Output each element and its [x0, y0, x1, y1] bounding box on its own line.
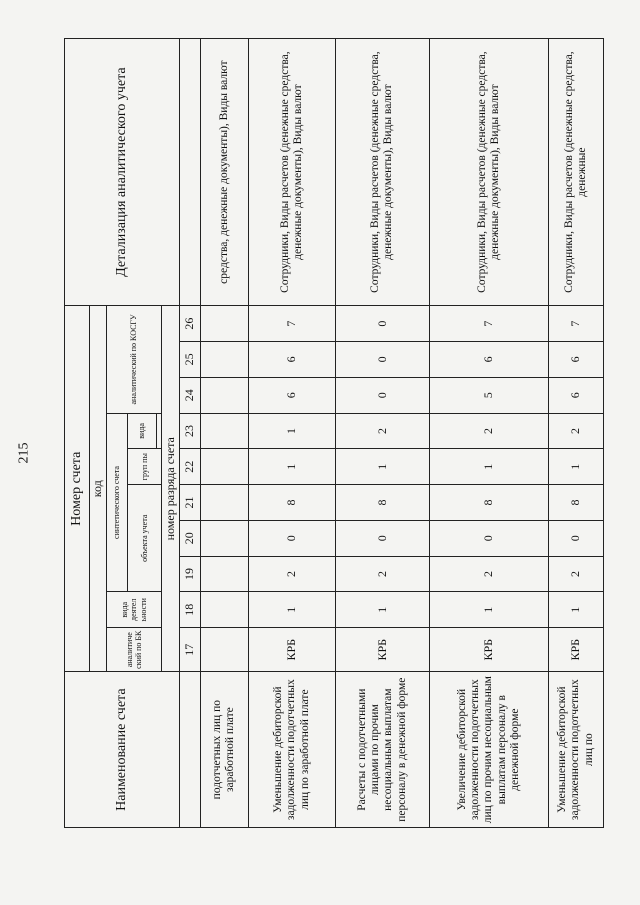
row-value: 0 — [429, 520, 548, 556]
row-value: 2 — [548, 556, 603, 592]
row-value: 1 — [249, 592, 336, 628]
row-value: 0 — [336, 306, 430, 342]
row-value — [200, 520, 248, 556]
accounts-table — [64, 38, 604, 828]
row-value: 8 — [336, 485, 430, 521]
row-value: 6 — [548, 377, 603, 413]
row-value: 6 — [548, 342, 603, 378]
row-detail: Сотрудники, Виды расчетов (денежные средства, денежные — [548, 39, 603, 306]
row-value: КРБ — [548, 628, 603, 672]
row-value: 2 — [548, 413, 603, 449]
table-row — [429, 39, 548, 828]
row-value: 1 — [548, 449, 603, 485]
row-value: 0 — [548, 520, 603, 556]
row-value — [200, 485, 248, 521]
row-value: 1 — [548, 592, 603, 628]
row-value: 6 — [249, 377, 336, 413]
row-detail: Сотрудники, Виды расчетов (денежные средства, денежные документы), Виды валют — [336, 39, 430, 306]
header-analytic-kosgu: аналитический по КОСГУ — [107, 306, 162, 413]
row-value: 1 — [429, 449, 548, 485]
table-row — [249, 39, 336, 828]
table-row — [336, 39, 430, 828]
row-value: 6 — [249, 342, 336, 378]
header-type: вида — [127, 413, 157, 449]
header-activity-type: вида деятел ьности — [107, 592, 162, 628]
row-value: 7 — [548, 306, 603, 342]
table-row — [548, 39, 603, 828]
row-detail: Сотрудники, Виды расчетов (денежные средства, денежные документы), Виды валют — [249, 39, 336, 306]
row-value: 5 — [429, 377, 548, 413]
row-value — [200, 556, 248, 592]
row-value — [200, 628, 248, 672]
page-number-text: 215 — [16, 442, 31, 463]
row-account-name: Увеличение дебиторской задолженности подотчетных лиц по прочим несоциальным выплатам персоналу в денежной форме — [429, 672, 548, 828]
row-value — [200, 377, 248, 413]
row-value — [200, 413, 248, 449]
digit-22: 22 — [180, 449, 201, 485]
row-account-name: подотчетных лиц по заработной плате — [200, 672, 248, 828]
header-digits-row — [180, 39, 201, 828]
header-account-object: объекта учета — [127, 485, 161, 592]
row-value: 2 — [336, 556, 430, 592]
digit-26: 26 — [180, 306, 201, 342]
row-value: 8 — [429, 485, 548, 521]
row-value: 2 — [429, 413, 548, 449]
row-value: 1 — [249, 449, 336, 485]
row-value: 8 — [548, 485, 603, 521]
row-value: 7 — [429, 306, 548, 342]
row-value: КРБ — [249, 628, 336, 672]
row-value — [200, 449, 248, 485]
header-group: груп пы — [127, 449, 161, 485]
table-row — [200, 39, 248, 828]
row-value: 8 — [249, 485, 336, 521]
row-account-name: Уменьшение дебиторской задолженности подотчетных лиц по заработной плате — [249, 672, 336, 828]
digit-19: 19 — [180, 556, 201, 592]
row-value: 1 — [336, 449, 430, 485]
row-value: 2 — [249, 556, 336, 592]
header-account-name: Наименование счета — [65, 672, 180, 828]
row-value: 1 — [429, 592, 548, 628]
row-value — [200, 306, 248, 342]
row-value: КРБ — [429, 628, 548, 672]
header-digit-spacer-left — [180, 672, 201, 828]
row-value: 2 — [336, 413, 430, 449]
row-value: 0 — [336, 377, 430, 413]
row-value: 1 — [249, 413, 336, 449]
digit-23: 23 — [180, 413, 201, 449]
row-value: 6 — [429, 342, 548, 378]
header-account-number: Номер счета — [65, 306, 90, 672]
row-value: 1 — [336, 592, 430, 628]
header-detail: Детализация аналитического учета — [65, 39, 180, 306]
rotated-table — [64, 38, 604, 828]
header-row-1 — [65, 39, 90, 828]
digit-17: 17 — [180, 628, 201, 672]
row-value: 7 — [249, 306, 336, 342]
row-value: 0 — [336, 520, 430, 556]
row-value: 0 — [249, 520, 336, 556]
digit-18: 18 — [180, 592, 201, 628]
row-value — [200, 592, 248, 628]
header-synthetic-account: синтетического счета — [107, 413, 128, 592]
rotated-table-container — [64, 38, 604, 828]
digit-20: 20 — [180, 520, 201, 556]
digit-21: 21 — [180, 485, 201, 521]
row-value: 2 — [429, 556, 548, 592]
page-number — [0, 0, 48, 905]
row-detail: средства, денежные документы), Виды валют — [200, 39, 248, 306]
row-account-name: Расчеты с подотчетными лицами по прочим несоциальным выплатам персоналу в денежной форме — [336, 672, 430, 828]
row-value: КРБ — [336, 628, 430, 672]
header-code: код — [90, 306, 107, 672]
row-detail: Сотрудники, Виды расчетов (денежные средства, денежные документы), Виды валют — [429, 39, 548, 306]
row-value — [200, 342, 248, 378]
row-account-name: Уменьшение дебиторской задолженности подотчетных лиц по — [548, 672, 603, 828]
header-digit-number: номер разряда счета — [162, 306, 180, 672]
digit-24: 24 — [180, 377, 201, 413]
header-analytic-bk: аналитиче ский по БК — [107, 628, 162, 672]
row-value: 0 — [336, 342, 430, 378]
header-digit-spacer-right — [180, 39, 201, 306]
digit-25: 25 — [180, 342, 201, 378]
